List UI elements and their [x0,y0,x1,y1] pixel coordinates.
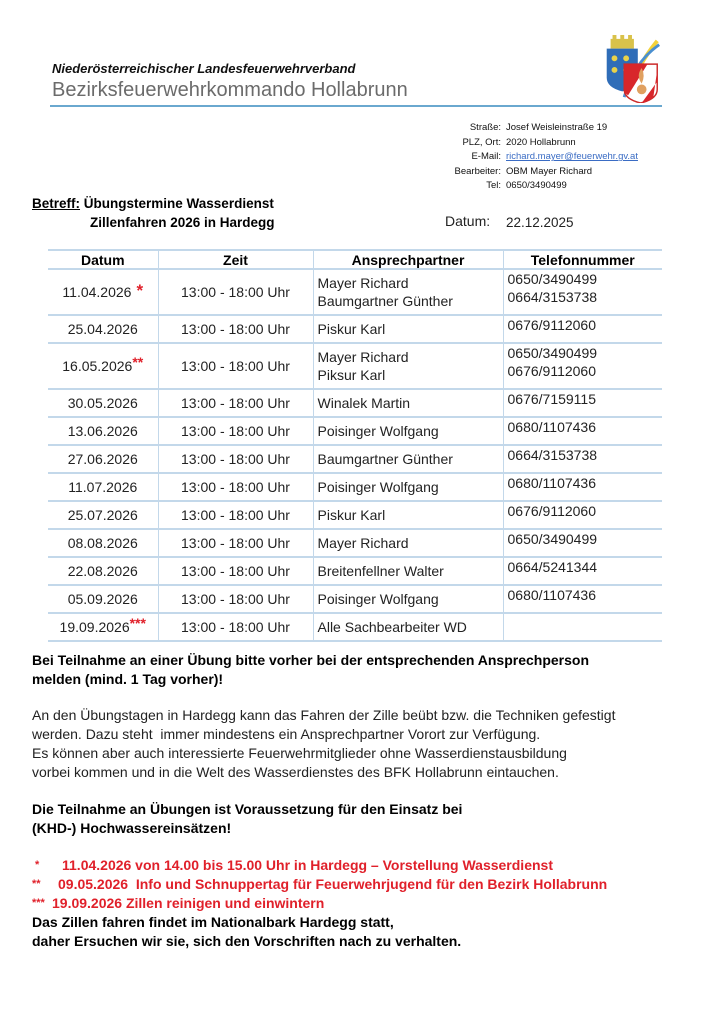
contact-street [420,121,638,136]
date-text: 30.05.2026 [67,394,138,411]
closing-text [32,913,692,951]
contact-person-name: Poisinger Wolfgang [317,479,439,495]
contact-value: OBM Mayer Richard [506,165,593,177]
footnote [32,875,692,894]
paragraph-line: Es können aber auch interessierte Feuerwehrmitglieder ohne Wasserdienstausbildung [32,745,567,761]
phone-number: 0664/3153738 [507,447,598,463]
table-row [48,269,662,315]
contact-value: 0650/3490499 [506,180,567,192]
date-text: 13.06.2026 [67,422,138,439]
cell-phone [503,343,662,389]
phone-number: 0650/3490499 [507,345,598,361]
header-phone: Telefonnummer [503,250,662,269]
cell-time: 13:00 - 18:00 Uhr [158,557,313,585]
cell-contact-person [313,501,503,529]
contact-label: Straße: [469,122,501,133]
date-text: 08.08.2026 [67,534,138,551]
district-command-name: Bezirksfeuerwehrkommando Hollabrunn [52,79,408,101]
contact-person-name: Alle Sachbearbeiter WD [317,619,467,635]
requirement-line: (KHD-) Hochwassereinsätzen! [32,820,232,836]
cell-date [48,529,158,557]
table-row [48,473,662,501]
phone-number: 0680/1107436 [507,475,596,491]
date-text: 19.09.2026 [59,619,130,635]
cell-time: 13:00 - 18:00 Uhr [158,269,313,315]
subject-title: Übungstermine Wasserdienst [83,196,274,211]
phone-number: 0664/3153738 [507,289,598,305]
footnote-text: 11.04.2026 von 14.00 bis 15.00 Uhr in Hardegg – Vorstellung Wasserdienst [62,857,553,873]
date-label: Datum: [445,213,491,229]
table-row [48,585,662,613]
footnote-marker: ** [32,878,41,890]
phone-number: 0676/7159115 [507,391,596,407]
cell-time: 13:00 - 18:00 Uhr [158,315,313,343]
contact-person-name: Mayer Richard [317,349,409,365]
contact-editor [420,165,638,180]
table-row [48,529,662,557]
paragraph-line: vorbei kommen und in die Welt des Wasserdienstes des BFK Hollabrunn eintauchen. [32,764,559,780]
contact-person-name: Piskur Karl [317,507,386,523]
date-value: 22.12.2025 [506,215,574,230]
cell-time: 13:00 - 18:00 Uhr [158,417,313,445]
table-row [48,445,662,473]
contact-person-name: Poisinger Wolfgang [317,591,439,607]
cell-phone [503,315,662,343]
contact-postal [420,136,638,151]
contact-person-name: Breitenfellner Walter [317,563,444,579]
registration-notice [32,651,692,689]
contact-person-name: Baumgartner Günther [317,451,453,467]
date-text: 11.04.2026 [62,283,132,300]
contact-person-name: Poisinger Wolfgang [317,423,439,439]
phone-number: 0676/9112060 [507,503,596,519]
table-row [48,315,662,343]
header-divider [50,105,662,107]
requirement-line: Die Teilnahme an Übungen ist Voraussetzung für den Einsatz bei [32,801,463,817]
subject-subtitle: Zillenfahren 2026 in Hardegg [90,215,275,230]
footnote [32,856,692,875]
contact-person-name: Mayer Richard [317,535,409,551]
table-row [48,417,662,445]
phone-number: 0680/1107436 [507,587,596,603]
cell-phone [503,557,662,585]
header-time: Zeit [158,250,313,269]
footnotes [32,856,692,913]
subject-line [32,195,274,212]
phone-number: 0650/3490499 [507,531,598,547]
notice-line: Bei Teilnahme an einer Übung bitte vorher bei der entsprechenden Ansprechperson [32,652,590,668]
coat-of-arms-logo [598,35,664,103]
paragraph-line: werden. Dazu steht immer mindestens ein Ansprechpartner Vorort zur Verfügung. [32,726,541,742]
contact-label: Bearbeiter: [454,165,501,177]
cell-date [48,501,158,529]
cell-contact-person [313,585,503,613]
cell-date [48,557,158,585]
cell-time: 13:00 - 18:00 Uhr [158,585,313,613]
contact-phone [420,179,638,194]
footnote-text: 19.09.2026 Zillen reinigen und einwintern [52,895,325,911]
cell-time: 13:00 - 18:00 Uhr [158,343,313,389]
table-row [48,501,662,529]
contact-person-name: Mayer Richard [317,275,409,291]
date-text: 05.09.2026 [67,590,138,607]
contact-label: Tel: [486,180,501,192]
cell-date [48,473,158,501]
contact-person-name: Baumgartner Günther [317,293,453,309]
footnote-marker: ** [132,354,144,370]
closing-line: Das Zillen fahren findet im Nationalbark Hardegg statt, [32,914,394,930]
cell-contact-person [313,389,503,417]
description-paragraph [32,706,692,782]
closing-line: daher Ersuchen wir sie, sich den Vorschriften nach zu verhalten. [32,933,462,949]
phone-number: 0676/9112060 [507,363,596,379]
letter-body [0,651,692,951]
cell-time: 13:00 - 18:00 Uhr [158,473,313,501]
footnote-text: 09.05.2026 Info und Schnuppertag für Feuerwehrjugend für den Bezirk Hollabrunn [58,876,608,892]
contact-info [420,121,638,194]
date-text: 11.07.2026 [68,478,138,495]
schedule-table [48,249,662,642]
cell-date [48,269,158,315]
cell-contact-person [313,417,503,445]
subject-label: Betreff: [32,196,81,211]
cell-contact-person [313,473,503,501]
cell-time: 13:00 - 18:00 Uhr [158,613,313,641]
letterhead [0,0,724,249]
cell-phone [503,529,662,557]
cell-date [48,613,158,641]
table-row [48,389,662,417]
phone-number: 0664/5241344 [507,559,598,575]
cell-contact-person [313,343,503,389]
cell-date [48,315,158,343]
cell-contact-person [313,315,503,343]
table-row [48,557,662,585]
date-text: 16.05.2026 [62,358,133,374]
cell-phone [503,269,662,315]
cell-phone [503,473,662,501]
email-link[interactable]: richard.mayer@feuerwehr.gv.at [506,151,638,163]
requirement-notice [32,800,692,838]
cell-date [48,417,158,445]
cell-time: 13:00 - 18:00 Uhr [158,529,313,557]
footnote-marker: * [136,280,144,300]
contact-person-name: Winalek Martin [317,395,411,411]
phone-number: 0676/9112060 [507,317,596,333]
paragraph-line: An den Übungstagen in Hardegg kann das Fahren der Zille beübt bzw. die Techniken gefestigt [32,707,616,723]
schedule-body [48,269,662,641]
cell-contact-person [313,269,503,315]
cell-phone [503,417,662,445]
contact-value: 2020 Hollabrunn [506,136,576,148]
cell-phone [503,445,662,473]
cell-contact-person [313,445,503,473]
footnote [32,894,692,913]
notice-line: melden (mind. 1 Tag vorher)! [32,671,224,687]
table-row [48,613,662,641]
footnote-marker: *** [32,897,45,909]
footnote-marker: *** [129,615,146,631]
header-contact-person: Ansprechpartner [313,250,503,269]
cell-date [48,585,158,613]
footnote-marker: * [32,859,40,871]
cell-contact-person [313,613,503,641]
date-text: 22.08.2026 [67,562,138,579]
cell-phone [503,501,662,529]
cell-contact-person [313,529,503,557]
date-text: 25.07.2026 [67,506,138,523]
date-text: 25.04.2026 [67,320,138,337]
cell-time: 13:00 - 18:00 Uhr [158,501,313,529]
contact-label: E-Mail: [471,151,501,163]
contact-person-name: Piksur Karl [317,367,386,383]
cell-date [48,343,158,389]
contact-value: Josef Weisleinstraße 19 [506,122,608,133]
table-header-row [48,250,662,269]
phone-number: 0680/1107436 [507,419,596,435]
phone-number: 0650/3490499 [507,271,598,287]
contact-label: PLZ, Ort: [462,136,501,148]
cell-date [48,389,158,417]
header-date: Datum [48,250,158,269]
cell-time: 13:00 - 18:00 Uhr [158,389,313,417]
date-text: 27.06.2026 [67,450,138,467]
contact-email [420,150,638,165]
cell-phone [503,585,662,613]
cell-time: 13:00 - 18:00 Uhr [158,445,313,473]
cell-date [48,445,158,473]
cell-phone [503,613,662,641]
cell-phone [503,389,662,417]
table-row [48,343,662,389]
cell-contact-person [313,557,503,585]
organization-name: Niederösterreichischer Landesfeuerwehrverband [52,61,356,76]
contact-person-name: Piskur Karl [317,321,386,337]
